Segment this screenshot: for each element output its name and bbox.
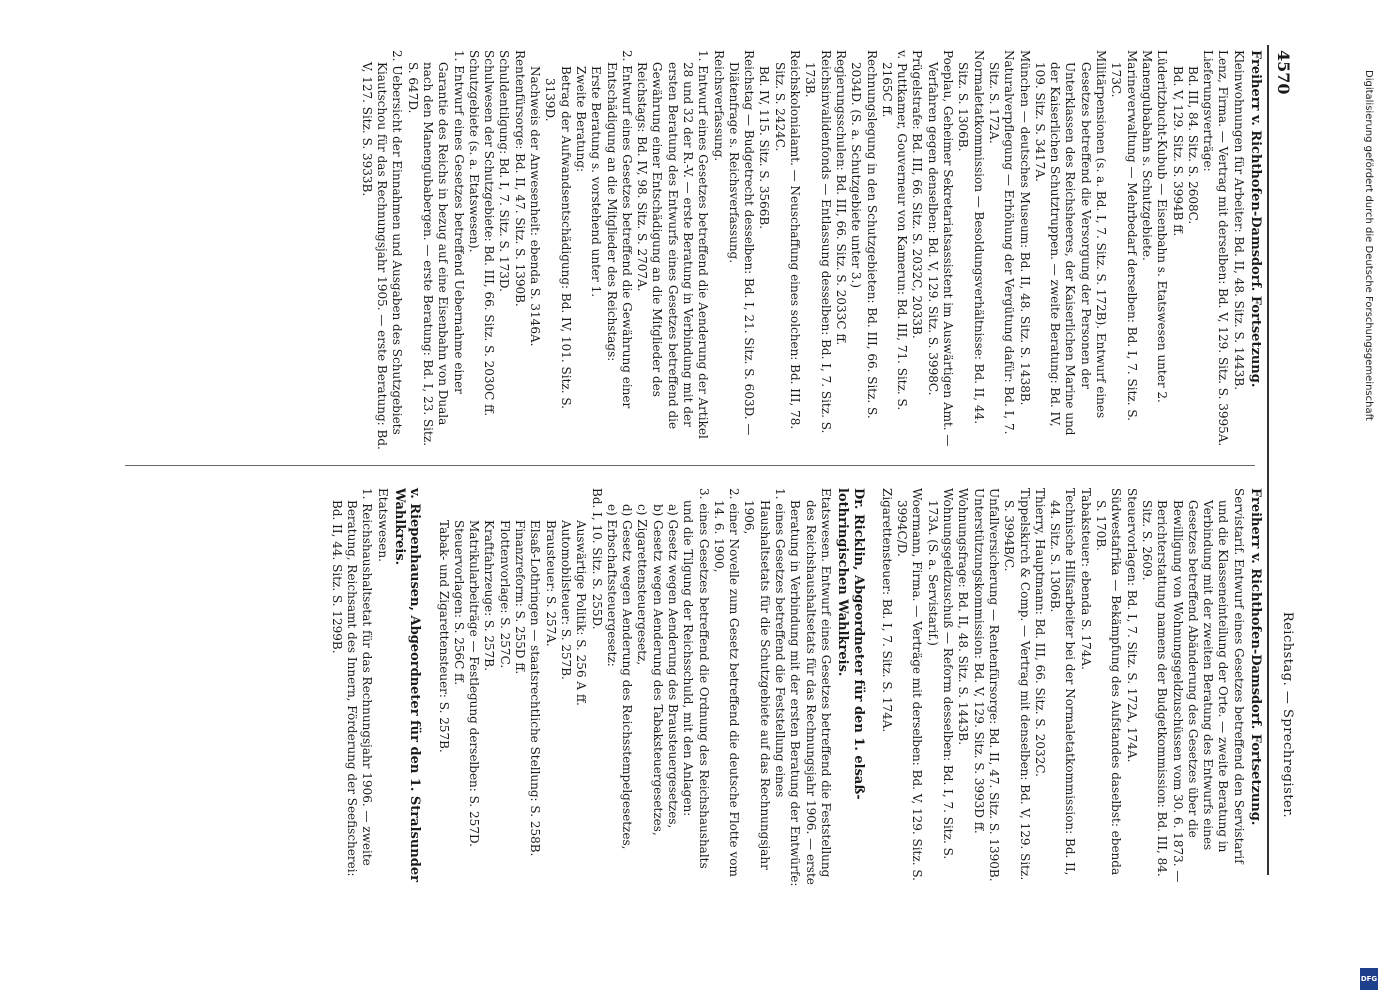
register-entry: Nachweis der Anwesenheit: ebenda S. 3146A. <box>528 66 543 347</box>
register-entry: 2. einer Novelle zum Gesetz betreffend die deutsche Flotte vom 14. 6. 1900, <box>711 488 742 877</box>
register-entry: Etatswesen. <box>375 488 390 562</box>
register-entry: e) Erbschaftssteuergesetz: <box>604 504 619 667</box>
register-entry: Steuervorlagen: S. 256C ff. <box>451 520 466 686</box>
register-entry: Regierungsschulen: Bd. III, 66. Sitz. S. 2033C ff. <box>833 50 848 346</box>
register-entry: Steuervorlagen: Bd. I, 7. Sitz. S. 172A, 174A. <box>1124 488 1139 763</box>
header-rule <box>1267 45 1269 875</box>
register-entry: 1. Entwurf eines Gesetzes betreffend die Aenderung der Artikel 28 und 32 der R.-V. — erste Beratung in Verbindung mit der ersten Beratung des Entwurfs eines Gesetzes betreffend die Gewährung einer Entschädigung an die Mitglieder des Reichstags: Bd. IV, 98. Sitz. S. 2707A. <box>635 50 711 439</box>
register-entry: 1. eines Gesetzes betreffend die Feststellung eines Haushaltsetats für die Schutzgebiete auf das Rechnungsjahr 1906, <box>742 488 788 870</box>
register-entry: Bd. I, 10. Sitz. S. 255D. <box>589 488 604 630</box>
register-entry: Zweite Beratung: <box>573 66 588 173</box>
left-column-heading: Freiherr v. Richthofen-Damsdorf. Fortsetzung. <box>1248 50 1263 388</box>
register-entry: Technische Hilfsarbeiter bei der Normaletatkommission: Bd. II, 44. Sitz. S. 1306B. <box>1048 488 1078 876</box>
running-head: Reichstag. — Sprechregister. <box>1280 611 1295 819</box>
register-entry: Flottenvorlage: S. 257C. <box>497 520 512 669</box>
register-entry: 2. Entwurf eines Gesetzes betreffend die Gewährung einer Entschädigung an die Mitglieder des Reichstags: <box>604 50 634 409</box>
right-entries <box>328 488 1245 888</box>
dfg-logo: DFG <box>1360 968 1378 990</box>
register-entry: Wohnungsgeldzuschuß — Reform desselben: Bd. I, 7. Sitz. S. 173A. (S. a. Servistarif.) <box>925 488 956 860</box>
page-number: 4570 <box>1274 50 1293 95</box>
register-entry: Tabak- und Zigarettensteuer: S. 257B. <box>436 520 451 753</box>
register-entry: Prügelstrafe: Bd. III, 66. Sitz. S. 2032C, 2033B. <box>910 50 925 339</box>
register-entry: Tippelskirch & Comp. — Vertrag mit denselben: Bd. V, 129. Sitz. S. 3994B/C. <box>1002 488 1032 881</box>
column-separator <box>125 465 1255 466</box>
register-entry: Matrikularbeiträge — Festlegung derselben: S. 257D. <box>467 520 482 847</box>
register-entry: Schuldentilgung: Bd. I, 7. Sitz. S. 173D. <box>497 50 512 292</box>
register-entry: Reichskolonialamt. — Neuschaffung eines solchen: Bd. III, 78. Sitz. S. 2424C. <box>772 50 803 430</box>
register-entry: Unterstützungskommission: Bd. V, 129. Sitz. S. 3993D ff. <box>971 488 986 834</box>
register-entry: Poeplau, Geheimer Sekretariatsassistent im Auswärtigen Amt. — Verfahren gegen denselben: Bd. V, 129. Sitz. S. 3998C. <box>925 50 956 447</box>
register-entry: Zigarettensteuer: Bd. I, 7. Sitz. S. 174A. <box>879 488 894 733</box>
right-column <box>328 488 1263 888</box>
register-entry: v. Puttkamer, Gouverneur von Kamerun: Bd. III, 71. Sitz. S. 2165C ff. <box>879 50 910 411</box>
register-entry: Lenz, Firma. — Vertrag mit derselben: Bd. V, 129. Sitz. S. 3995A. <box>1216 50 1231 447</box>
register-entry: Normaletatkommission — Besoldungsverhältnisse: Bd. II, 44. Sitz. S. 1306B. <box>956 50 986 425</box>
register-entry: Schulwesen der Schutzgebiete: Bd. III, 66. Sitz. S. 2030C ff. <box>482 50 497 417</box>
register-entry: 3. eines Gesetzes betreffend die Ordnung des Reichshaushalts und die Tilgung der Reichsschuld, mit den Anlagen: <box>681 488 711 869</box>
right-column-heading: Freiherr v. Richthofen-Damsdorf. Fortsetzung. <box>1248 488 1263 826</box>
register-entry: Militärpensionen (s. a. Bd. I, 7. Sitz. S. 172B). Entwurf eines Gesetzes betreffend die Versorgung der Personen der Unterklassen des Reichsheeres, der Kaiserlichen Marine und der Kaiserlichen Schutztruppen. — zweite Beratung: Bd. IV, 109. Sitz. S. 3417A. <box>1032 50 1109 436</box>
register-entry: Finanzreform: S. 255D ff. <box>513 520 528 675</box>
register-entry: b) Gesetz wegen Aenderung des Tabaksteuergesetzes, <box>650 504 665 836</box>
register-entry: Elsaß-Lothringen — staatsrechtliche Stellung: S. 258B. <box>528 520 543 857</box>
register-entry: Erste Beratung s. vorstehend unter 1. <box>589 66 604 298</box>
register-entry: Thierry, Hauptmann: Bd. III, 66. Sitz. S. 2032C. <box>1032 488 1047 777</box>
digitization-credit <box>1358 70 1380 990</box>
register-entry: Manengubabahn s. Schutzgebiete. <box>1139 50 1154 261</box>
register-entry: Bd. III, 84. Sitz. S. 2608C. <box>1185 66 1200 225</box>
register-entry: Unfallversicherung — Rentenfürsorge: Bd. II, 47. Sitz. S. 1390B. <box>986 488 1001 882</box>
speaker-heading: v. Riepenhausen, Abgeordneter für den 1. Stralsunder Wahlkreis. <box>391 488 423 882</box>
register-entry: Bd. IV, 115. Sitz. S. 3566B. <box>757 66 772 230</box>
left-column <box>358 50 1263 450</box>
register-entry: Etatswesen. Entwurf eines Gesetzes betreffend die Feststellung des Reichshaushaltsetats für das Rechnungsjahr 1906. — erste Beratung in Verbindung mit der ersten Beratung der Entwürfe: <box>788 488 833 887</box>
register-entry: 2. Uebersicht der Einnahmen und Ausgaben des Schutzgebiets Kiautschou für das Rechnungsjahr 1905. — erste Beratung: Bd. V, 127. Sitz. S. 3933B. <box>359 50 405 450</box>
register-entry: Auswärtige Politik: S. 256 A ff. <box>574 520 589 706</box>
register-entry: Lieferungsverträge: <box>1201 50 1216 172</box>
register-entry: Servistarif. Entwurf eines Gesetzes betreffend den Servistarif und die Klasseneinteilung der Orte. — zweite Beratung in Verbindung mit der zweiten Beratung des Entwurfs eines Gesetzes betreffend Abänderung des Gesetzes über die Bewilligung von Wohnungsgeldzuschüssen vom 30. 6. 1873. — Berichterstattung namens der Budgetkommission: Bd. III, 84. Sitz. S. 2609. <box>1139 488 1246 883</box>
register-entry: Kraftfahrzeuge: S. 257B. <box>482 520 497 671</box>
register-entry: Rechnungslegung in den Schutzgebieten: Bd. III, 66. Sitz. S. 2034D. (S. a. Schutzgebiete unter 3.) <box>849 50 879 419</box>
register-entry: Woermann, Firma. — Verträge mit derselben: Bd. V, 129. Sitz. S. 3994C/D. <box>895 488 925 881</box>
register-entry: München — deutsches Museum: Bd. II, 48. Sitz. S. 1438B. <box>1017 50 1032 406</box>
register-entry: Lüderitzbucht-Kubub — Eisenbahn s. Etatswesen unter 2. <box>1155 50 1170 403</box>
register-entry: Reichstag — Budgetrecht desselben: Bd. I, 21. Sitz. S. 603D. — Diätenfrage s. Reichsverfassung. <box>726 50 757 436</box>
rotated-page <box>45 0 1335 920</box>
register-entry: Wohnungsfrage: Bd. II, 48. Sitz. S. 1443B. <box>956 488 971 746</box>
register-entry: c) Zigarettensteuergesetz, <box>635 504 650 666</box>
register-entry: Südwestafrika — Bekämpfung des Aufstandes daselbst: ebenda S. 170B. <box>1094 488 1124 876</box>
register-entry: Tabaksteuer: ebenda S. 174A. <box>1078 488 1093 670</box>
register-entry: Bd. V, 129. Sitz. S. 3994B ff. <box>1170 66 1185 237</box>
register-entry: Schutzgebiete (s. a. Etatswesen). <box>466 50 481 253</box>
register-entry: Kleinwohnungen für Arbeiter: Bd. II, 48. Sitz. S. 1443B. <box>1231 50 1246 391</box>
register-entry: 1. Reichshaushaltsetat für das Rechnungsjahr 1906. — zweite Beratung, Reichsamt des Innern, Förderung der Seefischerei: Bd. II, 44. Sitz. S. 1299B. <box>329 488 375 877</box>
register-entry: Automobilsteuer: S. 257B. <box>558 520 573 680</box>
register-entry: Brausteuer: S. 257A. <box>543 520 558 647</box>
register-entry: Betrag der Aufwandsentschädigung: Bd. IV, 101. Sitz. S. 3139D. <box>543 66 573 409</box>
register-entry: Naturalverpflegung — Erhöhung der Vergütung dafür: Bd. I, 7. Sitz. S. 172A. <box>986 50 1017 435</box>
left-entries <box>358 50 1245 450</box>
register-entry: Reichsverfassung. <box>711 50 726 162</box>
register-entry: Reichsinvalidenfonds — Entlassung desselben: Bd. I, 7. Sitz. S. 173B. <box>803 50 833 434</box>
register-entry: 1. Entwurf eines Gesetzes betreffend Uebernahme einer Garantie des Reichs in bezug auf eine Eisenbahn von Duala nach den Manengubabergen. — erste Beratung: Bd. I, 23. Sitz. S. 647D. <box>405 50 466 446</box>
register-entry: Marineverwaltung — Mehrbedarf derselben: Bd. I, 7. Sitz. S. 173C. <box>1109 50 1139 421</box>
speaker-heading: Dr. Ricklin, Abgeordneter für den 1. elsaß-lothringischen Wahlkreis. <box>835 488 866 800</box>
register-entry: d) Gesetz wegen Aenderung des Reichsstempelgesetzes, <box>620 504 635 850</box>
register-entry: Rentenfürsorge: Bd. II, 47. Sitz. S. 1390B. <box>512 50 527 307</box>
credit-text: Digitalisierung gefördert durch die Deutsche Forschungsgemeinschaft <box>1363 70 1374 421</box>
register-entry: a) Gesetz wegen Aenderung des Brausteuergesetzes, <box>666 504 681 829</box>
